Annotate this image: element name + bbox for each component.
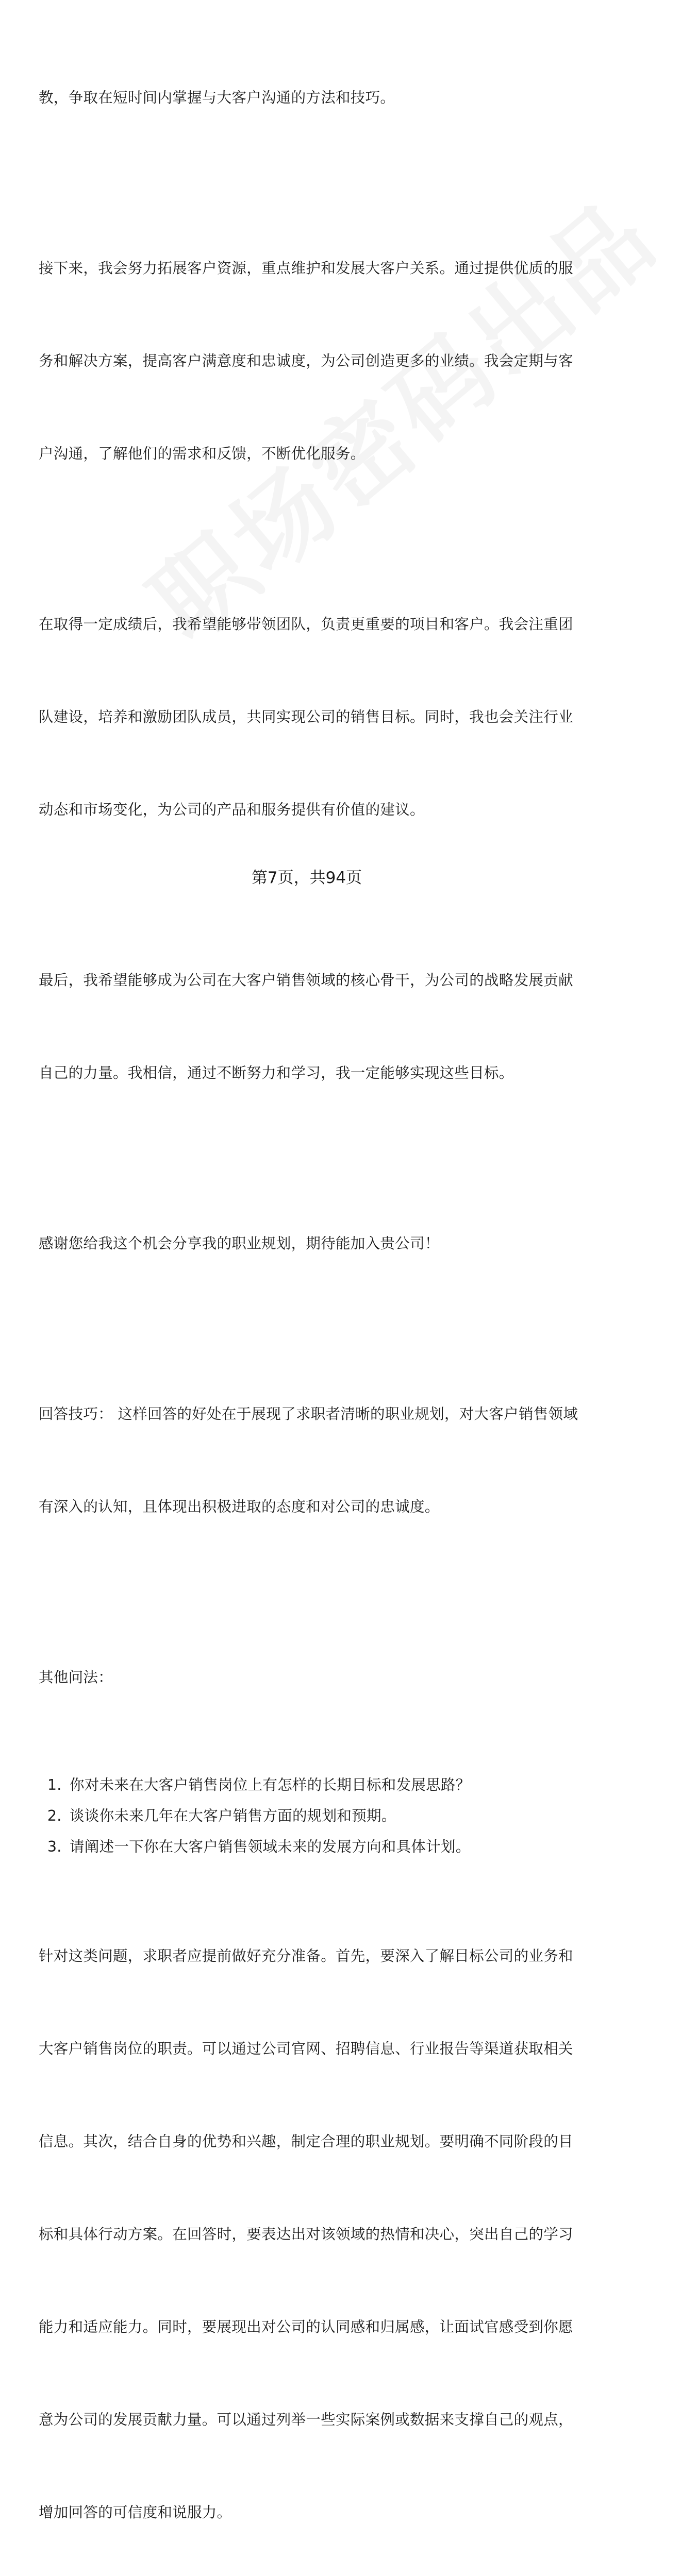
paragraph-answer-tips [39, 1337, 606, 1584]
document-body [39, 21, 606, 2576]
text-line: 户沟通，了解他们的需求和反馈，不断优化服务。 [39, 445, 366, 462]
text-line: 务和解决方案，提高客户满意度和忠诚度，为公司创造更多的业绩。我会定期与客 [39, 352, 573, 369]
text-line: 针对这类问题，求职者应提前做好充分准备。首先，要深入了解目标公司的业务和 [39, 1947, 573, 1964]
text-line: 其他问法： [39, 1669, 113, 1686]
text-line: 有深入的认知，且体现出积极进取的态度和对公司的忠诚度。 [39, 1498, 440, 1515]
text-line: 回答技巧： 这样回答的好处在于展现了求职者清晰的职业规划，对大客户销售领域 [39, 1405, 578, 1422]
heading-other-questions [39, 1600, 606, 1755]
list-item: 2. 谈谈你未来几年在大客户销售方面的规划和预期。 [67, 1801, 606, 1832]
text-line: 动态和市场变化，为公司的产品和服务提供有价值的建议。 [39, 801, 425, 818]
paragraph-thanks [39, 1166, 606, 1321]
text-line: 教，争取在短时间内掌握与大客户沟通的方法和技巧。 [39, 89, 395, 106]
list-item: 1. 你对未来在大客户销售岗位上有怎样的长期目标和发展思路？ [67, 1770, 606, 1801]
text-line: 队建设，培养和激励团队成员，共同实现公司的销售目标。同时，我也会关注行业 [39, 708, 573, 725]
page-number: 第7页，共94页 [251, 869, 362, 887]
text-line: 信息。其次，结合自身的优势和兴趣，制定合理的职业规划。要明确不同阶段的目 [39, 2133, 573, 2150]
other-questions-list [39, 1770, 606, 1862]
paragraph-learning [39, 21, 606, 175]
paragraph-lead-team [39, 547, 606, 887]
text-line: 意为公司的发展贡献力量。可以通过列举一些实际案例或数据来支撑自己的观点， [39, 2411, 573, 2428]
text-line: 最后，我希望能够成为公司在大客户销售领域的核心骨干，为公司的战略发展贡献 [39, 972, 573, 989]
list-item: 3. 请阐述一下你在大客户销售领域未来的发展方向和具体计划。 [67, 1832, 606, 1862]
paragraph-preparation-advice [39, 1879, 606, 2576]
text-line: 在取得一定成绩后，我希望能够带领团队，负责更重要的项目和客户。我会注重团 [39, 616, 573, 633]
text-line: 感谢您给我这个机会分享我的职业规划，期待能加入贵公司！ [39, 1235, 440, 1252]
text-line: 自己的力量。我相信，通过不断努力和学习，我一定能够实现这些目标。 [39, 1064, 514, 1081]
paragraph-core-backbone [39, 903, 606, 1150]
text-line: 接下来，我会努力拓展客户资源，重点维护和发展大客户关系。通过提供优质的服 [39, 260, 573, 277]
text-line: 标和具体行动方案。在回答时，要表达出对该领域的热情和决心，突出自己的学习 [39, 2226, 573, 2243]
text-line: 能力和适应能力。同时，要展现出对公司的认同感和归属感，让面试官感受到你愿 [39, 2318, 573, 2335]
paragraph-expand-clients [39, 191, 606, 531]
text-line: 大客户销售岗位的职责。可以通过公司官网、招聘信息、行业报告等渠道获取相关 [39, 2040, 573, 2057]
text-line: 增加回答的可信度和说服力。 [39, 2504, 232, 2521]
